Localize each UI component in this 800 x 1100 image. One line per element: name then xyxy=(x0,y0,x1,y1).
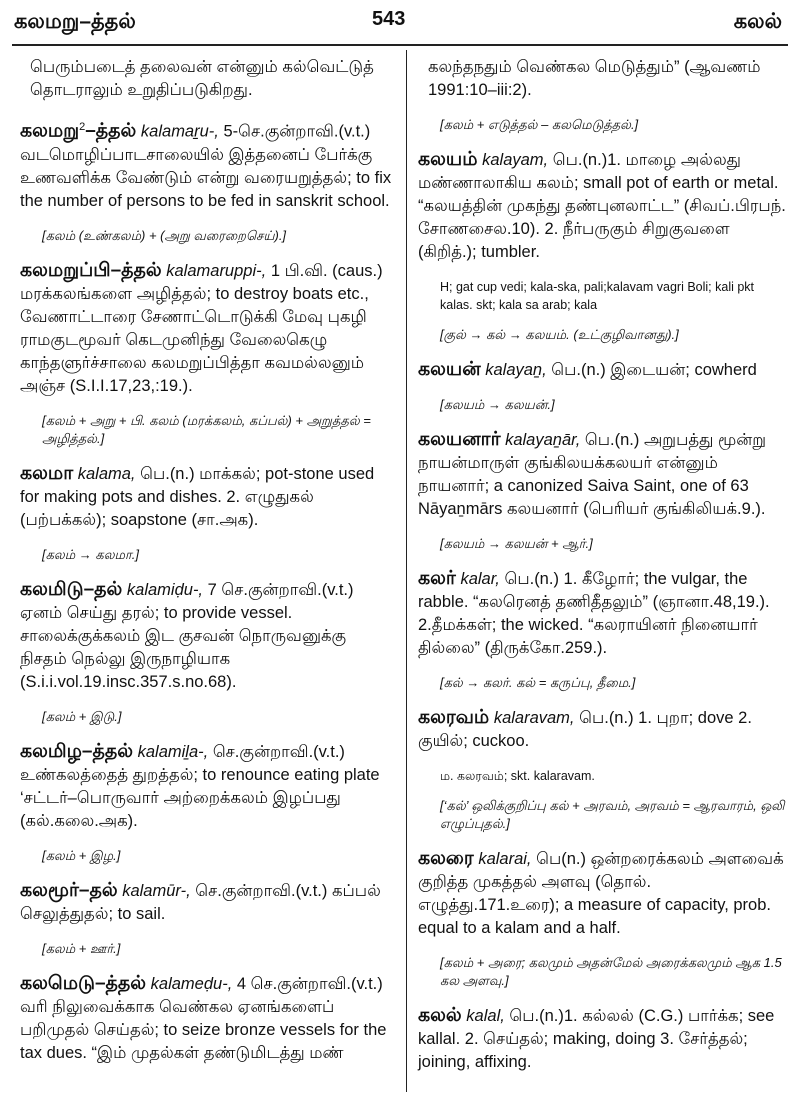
headword: கலமூர்–தல் xyxy=(20,879,118,901)
headword: கலமிடு–தல் xyxy=(20,578,123,600)
etymology-note: [கலம் + இடு.] xyxy=(42,708,122,724)
dictionary-entry xyxy=(418,1004,788,1074)
definition: பெ.(n.) அறுபத்து மூன்று நாயன்மாருள் குங்கிலயக்கலயர் என்னும் நாயனார்; a canonized Saiva Saint, one of 63 Nāyaṉmārs கலயனார் (பெரியர் குங்கிலியக்.9.). xyxy=(418,431,767,518)
page-header xyxy=(0,0,800,44)
definition: பெ.(n.)1. கல்லல் (C.G.) பார்க்க; see kallal. 2. செய்தல்; making, doing 3. சேர்த்தல்; joining, affixing. xyxy=(418,1007,775,1071)
headword: கலமறு xyxy=(20,120,80,142)
dictionary-entry xyxy=(20,578,395,694)
etymology-note: [கலம் + அரை; கலமும் அதன்மேல் அரைக்கலமும் ஆக 1.5 கல அளவு.] xyxy=(440,955,782,988)
transliteration: kalayaṉār, xyxy=(505,431,581,449)
headword: கலயம் xyxy=(418,149,478,170)
definition: பெ.(n.) 1. புறா; dove 2. குயில்; cuckoo. xyxy=(418,709,752,750)
dictionary-entry xyxy=(20,462,395,532)
transliteration: kalaravam, xyxy=(493,709,575,727)
transliteration: kalal, xyxy=(466,1007,505,1025)
column-divider xyxy=(406,50,407,1092)
dictionary-entry xyxy=(418,706,788,753)
definition: 4 செ.குன்றாவி.(v.t.) வரி நிலுவைக்காக வெண்கல ஏனங்களைப் பறிமுதல் செய்தல்; to seize bronze vessels for the tax dues. “இம் முதல்கள் தண்டுமிடத்து மண் xyxy=(20,974,387,1062)
header-rule xyxy=(12,44,788,46)
transliteration: kalamiḍu-, xyxy=(126,580,204,599)
cognate-note: H; gat cup vedi; kala-ska, pali;kalavam vagri Boli; kali pkt kalas. skt; kala sa arab; kala xyxy=(440,280,755,312)
etymology-note: [கலயம் → கலயன் + ஆர்.] xyxy=(440,536,593,551)
headword: கலர் xyxy=(418,568,456,589)
continued-text: பெரும்படைத் தலைவன் என்னும் கல்வெட்டுத் தொடராலும் உறுதிப்படுகிறது. xyxy=(30,58,374,99)
etymology-note: [கலம் (உண்கலம்) + (அறு வரைறைசெய்).] xyxy=(42,227,287,243)
page-number: 543 xyxy=(372,8,406,30)
right-column xyxy=(418,56,788,1088)
etymology-note: [கலயம் → கலயன்.] xyxy=(440,397,555,412)
definition: 1 பி.வி. (caus.) மரக்கலங்களை அழித்தல்; to destroy boats etc., வேணாட்டாரை சேணாட்டொடுக்கி மேவு புகழி ராமகுடமூவர் கெடமுனிந்து வேலைகெழு காந்தளுர்ச்சாலை கலமறுப்பித்தா கவமல்லனும் அஞ்ச (S.I.I.17,23,:19.). xyxy=(20,261,383,395)
headword: கலல் xyxy=(418,1005,462,1026)
etymology-note: [கல் → கலர். கல் = கருப்பு, தீமை.] xyxy=(440,675,636,690)
dictionary-entry xyxy=(418,847,788,940)
headword: கலமெடு–த்தல் xyxy=(20,972,147,994)
headword: கலரை xyxy=(418,848,474,869)
transliteration: kalama, xyxy=(77,464,136,483)
dictionary-entry xyxy=(20,116,395,213)
transliteration: kalamiḻa-, xyxy=(137,742,209,761)
transliteration: kalayaṉ, xyxy=(485,361,547,379)
headword-suffix: –த்தல் xyxy=(85,120,137,142)
dictionary-entry xyxy=(418,428,788,521)
headword: கலமிழ–த்தல் xyxy=(20,740,134,762)
headword: கலயனார் xyxy=(418,429,501,450)
definition: செ.குன்றாவி.(v.t.) கப்பல் செலுத்துதல்; to sail. xyxy=(20,881,381,923)
transliteration: kalamaṟu-, xyxy=(140,122,219,141)
definition: பெ.(n.) 1. கீழோர்; the vulgar, the rabble. “கலரெனத் தணிதீதலும்” (ஞானா.48,19.). 2.தீமக்கள்; the wicked. “கலராயினர் நினையார் தில்லை” (திருக்கோ.259.). xyxy=(418,570,770,657)
dictionary-entry xyxy=(20,740,395,833)
etymology-note: [கலம் + ஊர்.] xyxy=(42,940,121,956)
definition: பெ.(n.) மாக்கல்; pot-stone used for making pots and dishes. 2. எழுதுகல் (பற்பக்கல்); soapstone (சா.அக). xyxy=(20,464,375,529)
etymology-note: [கலம் + எடுத்தல் – கலமெடுத்தல்.] xyxy=(440,117,639,132)
etymology-note: [குல் → கல் → கலயம். (உட்குழிவானது).] xyxy=(440,327,679,342)
dictionary-entry xyxy=(20,972,395,1065)
headword: கலரவம் xyxy=(418,707,490,728)
transliteration: kalamūr-, xyxy=(122,881,191,900)
dictionary-entry xyxy=(20,259,395,398)
headword: கலமா xyxy=(20,462,74,484)
etymology-note: [கலம் → கலமா.] xyxy=(42,546,139,562)
definition: பெ.(n.) இடையன்; cowherd xyxy=(551,361,757,379)
running-head-left: கலமறு–த்தல் xyxy=(14,10,136,33)
dictionary-entry xyxy=(418,148,788,264)
transliteration: kalarai, xyxy=(478,850,532,868)
continued-text: கலந்தநதும் வெண்கல மெடுத்தும்” (ஆவணம் 1991:10–iii:2). xyxy=(428,58,761,99)
definition: பெ(n.) ஒன்றரைக்கலம் அளவைக் குறித்த முகத்தல் அளவு (தொல். எழுத்து.171.உரை); a measure of capacity, prob. equal to a kalam and a half. xyxy=(418,850,784,937)
left-column xyxy=(20,56,395,1079)
transliteration: kalameḍu-, xyxy=(150,974,233,993)
transliteration: kalar, xyxy=(460,570,500,588)
homonym-number: 2 xyxy=(79,121,86,133)
running-head-right: கலல் xyxy=(733,10,782,33)
dictionary-entry xyxy=(20,879,395,926)
transliteration: kalamaruppi-, xyxy=(166,261,267,280)
headword: கலயன் xyxy=(418,359,481,380)
cognate-note: ம. கலரவம்; skt. kalaravam. xyxy=(440,769,595,783)
dictionary-entry xyxy=(418,358,788,382)
etymology-note: [கலம் + இழ.] xyxy=(42,847,121,863)
etymology-note: [‘கல்’ ஒலிக்குறிப்பு கல் + அரவம், அரவம் = ஆரவாரம், ஒலி எழுப்புதல்.] xyxy=(440,798,785,831)
transliteration: kalayam, xyxy=(482,151,549,169)
definition: 5-செ.குன்றாவி.(v.t.) வடமொழிப்பாடசாலையில் இத்தனைப் பேர்க்கு உணவளிக்க வேண்டும் என்று வரையறுத்தல்; to fix the number of persons to be fed in sanskrit school. xyxy=(20,122,392,210)
definition: செ.குன்றாவி.(v.t.) உண்கலத்தைத் துறத்தல்; to renounce eating plate ‘சட்டர்–பொருவார் அற்றைக்கலம் இழப்பது (கல்.கலை.அக). xyxy=(20,742,380,830)
definition: 7 செ.குன்றாவி.(v.t.) ஏனம் செய்து தரல்; to provide vessel. சாலைக்குக்கலம் இட குசவன் நொருவனுக்கு நிசதம் நெல்லு இருநாழியாக (S.i.i.vol.19.insc.357.s.no.68). xyxy=(20,580,354,691)
definition: பெ.(n.)1. மாழை அல்லது மண்ணாலாகிய கலம்; small pot of earth or metal. “கலயத்தின் முகந்து தண்புனலாட்ட” (சிவப்.பிரபந். சோணசைல.10). 2. நீர்பருகும் சிறுகுவளை (கிறித்.); tumbler. xyxy=(418,151,786,261)
etymology-note: [கலம் + அறு + பி. கலம் (மரக்கலம், கப்பல்) + அறுத்தல் = அழித்தல்.] xyxy=(42,412,371,446)
headword: கலமறுப்பி–த்தல் xyxy=(20,259,162,281)
dictionary-entry xyxy=(418,567,788,660)
